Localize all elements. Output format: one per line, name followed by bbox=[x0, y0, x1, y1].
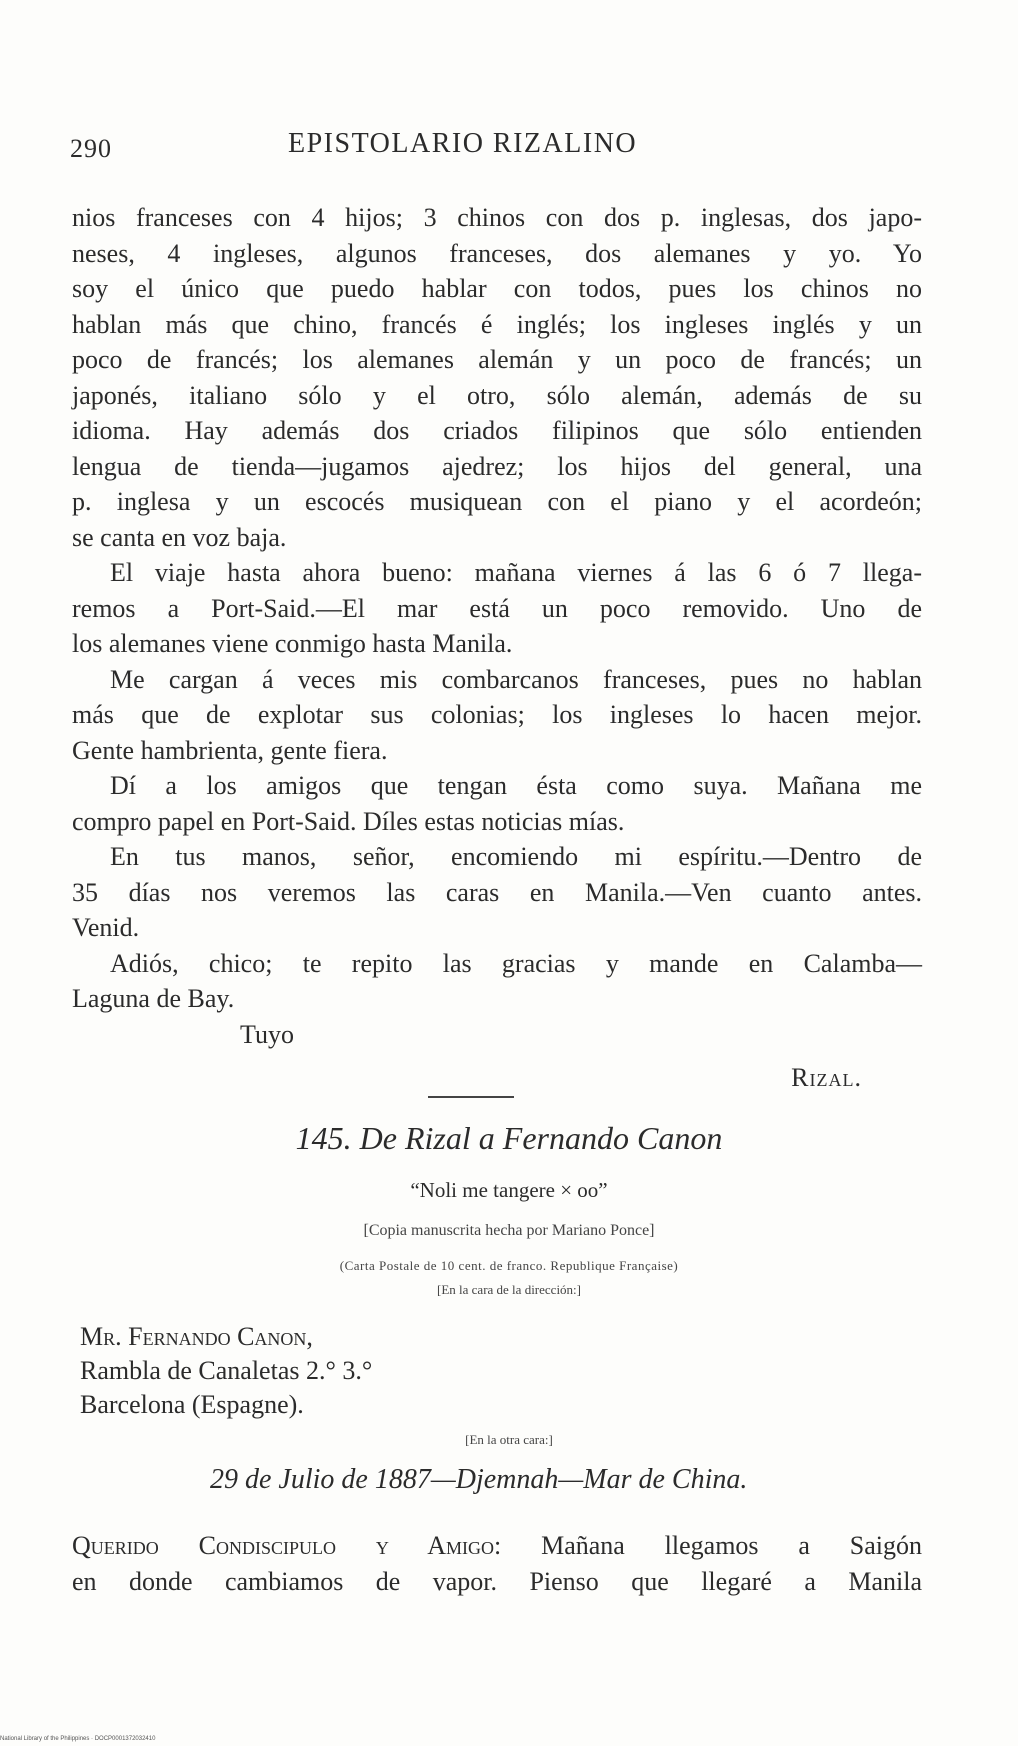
postal-address bbox=[80, 1320, 372, 1422]
body-line: Adiós, chico; te repito las gracias y mande en Calamba— bbox=[110, 948, 922, 978]
body-line: En tus manos, señor, encomiendo mi espíritu.—Dentro de bbox=[110, 842, 922, 871]
editorial-note-address-side: [En la cara de la dirección:] bbox=[437, 1282, 581, 1297]
body-line: hablan más que chino, francés é inglés; los ingleses inglés y un bbox=[72, 309, 922, 339]
opening-text: Mañana llegamos a Saigón bbox=[541, 1531, 923, 1560]
letter-opening bbox=[72, 1528, 922, 1600]
body-line: 35 días nos veremos las caras en Manila.—Ven cuanto antes. bbox=[72, 877, 922, 907]
opening-line-1 bbox=[72, 1528, 922, 1564]
salutation: Querido Condiscipulo y Amigo: bbox=[72, 1531, 502, 1560]
body-line: poco de francés; los alemanes alemán y un poco de francés; un bbox=[72, 345, 922, 374]
body-line: Gente hambrienta, gente fiera. bbox=[72, 735, 388, 765]
body-line: remos a Port-Said.—El mar está un poco removido. Uno de bbox=[72, 593, 922, 623]
body-line: se canta en voz baja. bbox=[72, 522, 287, 552]
body-line: Dí a los amigos que tengan ésta como suya. Mañana me bbox=[110, 771, 922, 800]
body-line: nios franceses con 4 hijos; 3 chinos con dos p. inglesas, dos japo- bbox=[72, 203, 922, 232]
editorial-note-other-side: [En la otra cara:] bbox=[465, 1432, 553, 1447]
body-line: compro papel en Port-Said. Díles estas noticias mías. bbox=[72, 806, 625, 836]
letter-title: 145. De Rizal a Fernando Canon bbox=[295, 1120, 723, 1156]
address-line: Barcelona (Espagne). bbox=[80, 1390, 304, 1419]
body-line: idioma. Hay además dos criados filipinos que sólo entienden bbox=[72, 416, 922, 445]
section-divider bbox=[428, 1096, 514, 1098]
archive-footer: National Library of the Philippines · DOCP0001372032410 bbox=[0, 1736, 156, 1742]
letter-dateline: 29 de Julio de 1887—Djemnah—Mar de China. bbox=[210, 1464, 748, 1495]
body-line: El viaje hasta ahora bueno: mañana viernes á las 6 ó 7 llega- bbox=[110, 558, 922, 587]
body-line: Venid. bbox=[72, 913, 140, 942]
body-line: neses, 4 ingleses, algunos franceses, dos alemanes y yo. Yo bbox=[72, 238, 922, 268]
signature: Rizal. bbox=[791, 1063, 862, 1092]
address-line: Mr. Fernando Canon, bbox=[80, 1322, 313, 1351]
editorial-note-postcard: (Carta Postale de 10 cent. de franco. Republique Française) bbox=[339, 1258, 679, 1273]
body-line: Me cargan á veces mis combarcanos franceses, pues no hablan bbox=[110, 664, 922, 694]
editorial-note-copy: [Copia manuscrita hecha por Mariano Ponce] bbox=[363, 1222, 655, 1239]
body-line: p. inglesa y un escocés musiquean con el piano y el acordeón; bbox=[72, 487, 922, 516]
body-line: Laguna de Bay. bbox=[72, 984, 235, 1013]
body-line: más que de explotar sus colonias; los ingleses lo hacen mejor. bbox=[72, 700, 922, 729]
closing-word: Tuyo bbox=[240, 1019, 294, 1049]
body-line: soy el único que puedo hablar con todos, pues los chinos no bbox=[72, 274, 922, 303]
running-title: EPISTOLARIO RIZALINO bbox=[288, 128, 638, 159]
page-header bbox=[70, 128, 950, 168]
body-line: los alemanes viene conmigo hasta Manila. bbox=[72, 629, 513, 658]
body-line: japonés, italiano sólo y el otro, sólo alemán, además de su bbox=[72, 380, 922, 410]
body-line: lengua de tienda—jugamos ajedrez; los hijos del general, una bbox=[72, 451, 922, 481]
opening-line-2: en donde cambiamos de vapor. Pienso que llegaré a Manila bbox=[72, 1567, 922, 1596]
letter-epigraph: “Noli me tangere × oo” bbox=[410, 1178, 608, 1202]
letter-body bbox=[72, 200, 922, 1096]
page-number: 290 bbox=[70, 134, 112, 163]
address-line: Rambla de Canaletas 2.° 3.° bbox=[80, 1356, 373, 1385]
